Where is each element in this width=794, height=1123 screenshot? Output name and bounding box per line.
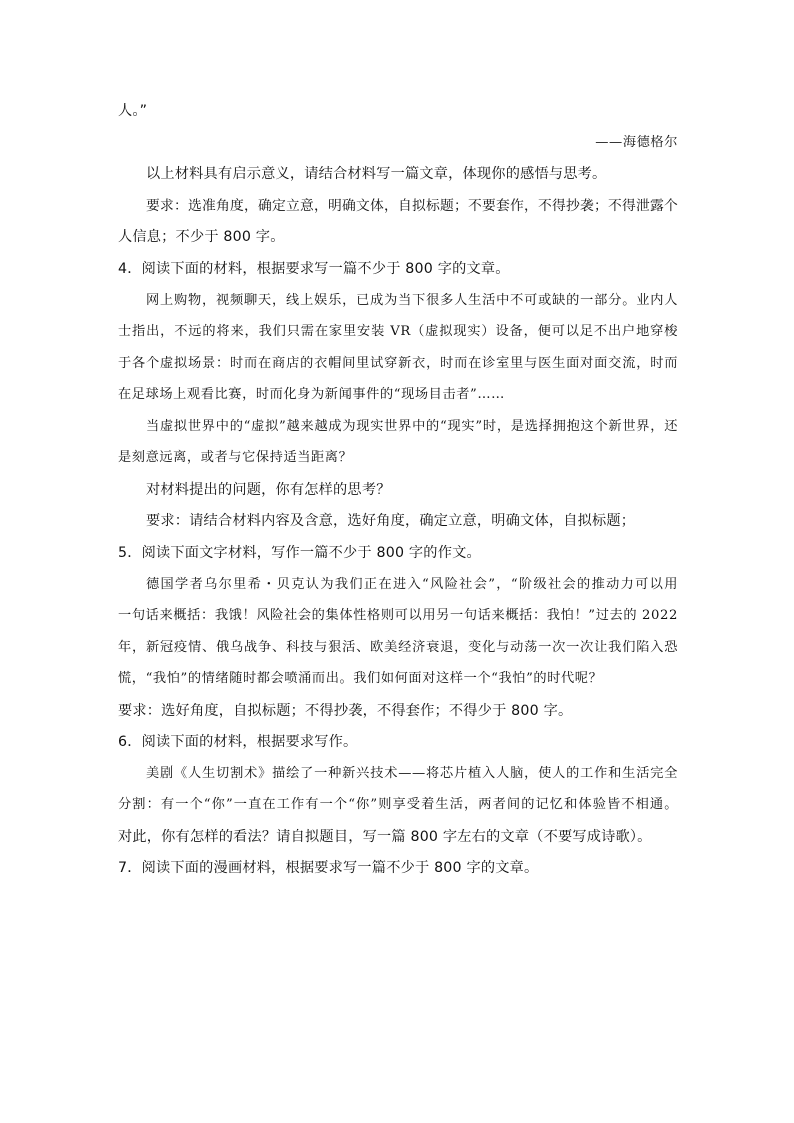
question-heading-7: 7．阅读下面的漫画材料，根据要求写一篇不少于 800 字的文章。 — [118, 860, 539, 876]
text-line: 要求：请结合材料内容及含意，选好角度，确定立意，明确文体，自拟标题； — [146, 513, 636, 529]
material-line: 慌，“我怕”的情绪随时都会喷涌而出。我们如何面对这样一个“我怕”的时代呢？ — [118, 671, 603, 686]
question-heading-5: 5．阅读下面文字材料，写作一篇不少于 800 字的作文。 — [118, 545, 481, 561]
text-line: 对此，你有怎样的看法？请自拟题目，写一篇 800 字左右的文章（不要写成诗歌）。 — [118, 829, 652, 845]
material-line: 美剧《人生切割术》描绘了一种新兴技术——将芯片植入人脑，使人的工作和生活完全 — [146, 766, 678, 781]
material-line: 于各个虚拟场景：时而在商店的衣帽间里试穿新衣，时而在诊室里与医生面对面交流，时而 — [118, 356, 678, 371]
text-line: 人信息；不少于 800 字。 — [118, 229, 285, 245]
material-line: 当虚拟世界中的“虚拟”越来越成为现实世界中的“现实”时，是选择拥抱这个新世界，还 — [146, 419, 678, 434]
material-line: 在足球场上观看比赛，时而化身为新闻事件的“现场目击者”…… — [118, 387, 505, 402]
material-line: 士指出，不远的将来，我们只需在家里安装 VR（虚拟现实）设备，便可以足不出户地穿梭 — [118, 324, 678, 339]
material-line: 德国学者乌尔里希・贝克认为我们正在进入“风险社会”，“阶级社会的推动力可以用 — [146, 577, 678, 592]
text-line: 要求：选好角度，自拟标题；不得抄袭，不得套作；不得少于 800 字。 — [118, 703, 573, 719]
material-line: 网上购物，视频聊天，线上娱乐，已成为当下很多人生活中不可或缺的一部分。业内人 — [146, 293, 678, 308]
material-line: 是刻意远离，或者与它保持适当距离？ — [118, 450, 353, 465]
text-line: 对材料提出的问题，你有怎样的思考？ — [146, 482, 391, 498]
quote-attribution: ——海德格尔 — [595, 135, 678, 150]
text-line: 要求：选准角度，确定立意，明确文体，自拟标题；不要套作，不得抄袭；不得泄露个 — [146, 198, 678, 214]
material-line: 分割：有一个“你”一直在工作有一个“你”则享受着生活，两者间的记忆和体验皆不相通。 — [118, 797, 678, 812]
question-heading-6: 6．阅读下面的材料，根据要求写作。 — [118, 734, 358, 750]
material-line: 一句话来概括：我饿！风险社会的集体性格则可以用另一句话来概括：我怕！”过去的 2022 — [118, 608, 678, 623]
text-line: 人。” — [118, 103, 148, 119]
material-line: 年，新冠疫情、俄乌战争、科技与狠活、欧美经济衰退，变化与动荡一次一次让我们陷入恐 — [118, 640, 678, 655]
question-heading-4: 4．阅读下面的材料，根据要求写一篇不少于 800 字的文章。 — [118, 261, 510, 277]
text-line: 以上材料具有启示意义，请结合材料写一篇文章，体现你的感悟与思考。 — [146, 166, 607, 182]
